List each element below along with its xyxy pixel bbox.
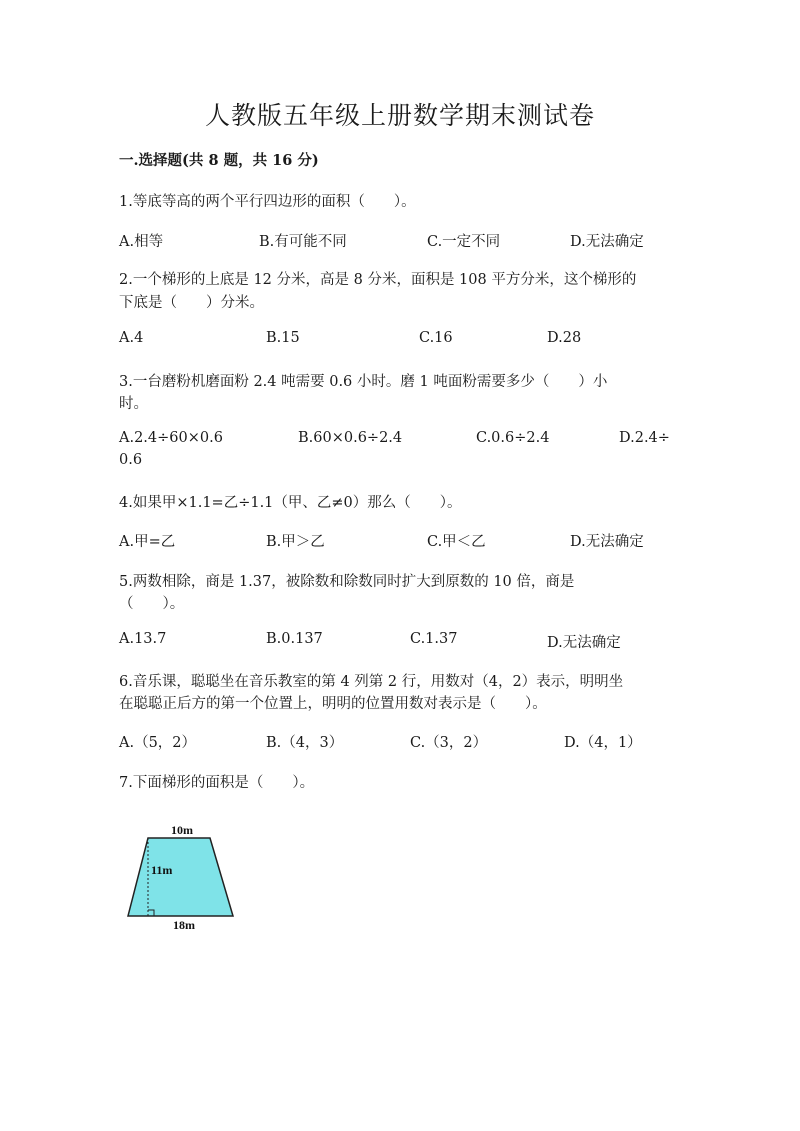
option-3-a[interactable]: A.2.4÷60×0.6 [119,430,223,446]
option-6-a[interactable]: A.（5，2） [119,735,197,751]
option-3-b[interactable]: B.60×0.6÷2.4 [298,430,403,446]
height-label: 11m [151,863,173,877]
trapezoid-shape [128,838,233,916]
option-2-d[interactable]: D.28 [547,330,582,346]
option-6-b[interactable]: B.（4，3） [266,735,344,751]
question-3-text-line2: 时。 [119,396,148,412]
section-heading: 一.选择题(共 8 题，共 16 分) [119,152,319,169]
question-6-text-line2: 在聪聪正后方的第一个位置上，明明的位置用数对表示是（ ）。 [119,696,547,712]
option-1-c[interactable]: C.一定不同 [427,234,501,250]
question-2-text-line1: 2.一个梯形的上底是 12 分米，高是 8 分米，面积是 108 平方分米，这个梯形的 [119,272,637,288]
question-5-text-line1: 5.两数相除，商是 1.37，被除数和除数同时扩大到原数的 10 倍，商是 [119,574,575,590]
question-2-text-line2: 下底是（ ）分米。 [119,295,264,311]
question-5-text-line2: （ ）。 [119,596,185,612]
option-1-a[interactable]: A.相等 [119,234,164,250]
option-3-c[interactable]: C.0.6÷2.4 [476,430,550,446]
option-2-c[interactable]: C.16 [419,330,453,346]
option-2-a[interactable]: A.4 [119,330,144,346]
page-title: 人教版五年级上册数学期末测试卷 [204,101,595,130]
trapezoid-diagram [124,818,239,933]
trapezoid-figure [124,818,239,933]
option-3-d-continued[interactable]: 0.6 [119,452,143,468]
option-6-d[interactable]: D.（4，1） [564,735,642,751]
option-4-a[interactable]: A.甲=乙 [119,534,176,550]
option-1-b[interactable]: B.有可能不同 [259,234,347,250]
option-4-d[interactable]: D.无法确定 [570,534,644,550]
option-5-d[interactable]: D.无法确定 [547,635,621,651]
option-3-d[interactable]: D.2.4÷ [619,430,670,446]
question-1-text: 1.等底等高的两个平行四边形的面积（ ）。 [119,194,416,210]
option-1-d[interactable]: D.无法确定 [570,234,644,250]
top-base-label: 10m [171,823,193,837]
question-4-text: 4.如果甲×1.1=乙÷1.1（甲、乙≠0）那么（ ）。 [119,495,462,511]
option-6-c[interactable]: C.（3，2） [410,735,488,751]
option-4-c[interactable]: C.甲＜乙 [427,534,486,550]
question-6-text-line1: 6.音乐课，聪聪坐在音乐教室的第 4 列第 2 行，用数对（4，2）表示，明明坐 [119,674,624,690]
option-5-a[interactable]: A.13.7 [119,631,167,647]
question-7-text: 7.下面梯形的面积是（ ）。 [119,775,315,791]
bottom-base-label: 18m [173,918,195,932]
option-5-b[interactable]: B.0.137 [266,631,323,647]
question-3-text-line1: 3.一台磨粉机磨面粉 2.4 吨需要 0.6 小时。磨 1 吨面粉需要多少（ ）小 [119,374,608,390]
option-4-b[interactable]: B.甲＞乙 [266,534,325,550]
option-2-b[interactable]: B.15 [266,330,300,346]
option-5-c[interactable]: C.1.37 [410,631,458,647]
